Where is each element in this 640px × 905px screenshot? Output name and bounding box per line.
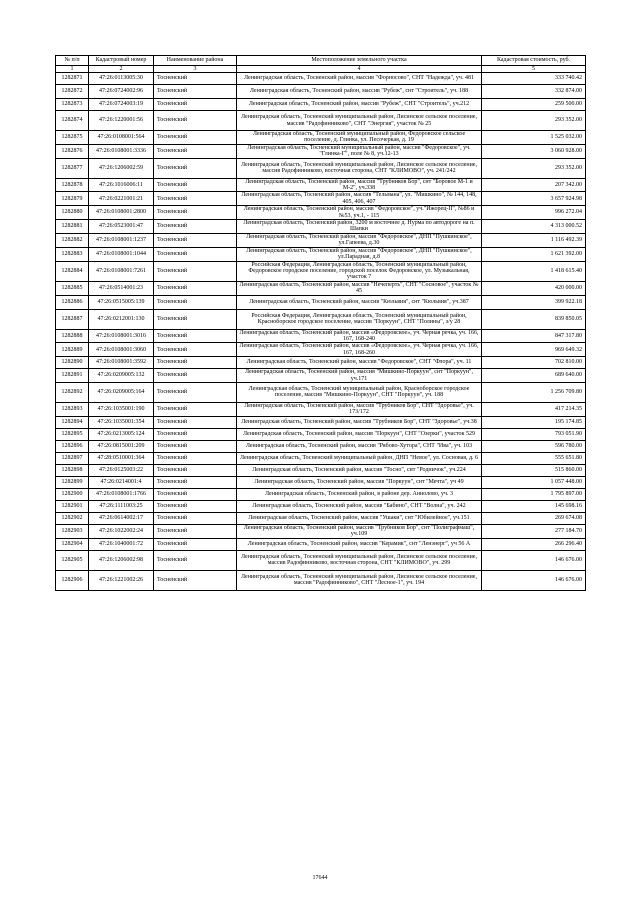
cadastral-number: 47:26:0209005:164: [89, 382, 154, 402]
table-row: [56, 131, 586, 145]
cadastral-number: 47:26:1111003:25: [89, 500, 154, 512]
table-row: [56, 428, 586, 440]
plot-location: Ленинградская область, Тосненский район, массив "Рубеж", СНТ "Строитель", уч.212: [237, 99, 482, 111]
column-number: 5: [482, 66, 586, 73]
cadastral-number: 47:26:0108001:2800: [89, 206, 154, 220]
row-index: 1282893: [56, 402, 89, 416]
column-number: 2: [89, 66, 154, 73]
table-row: [56, 550, 586, 570]
plot-location: Ленинградская область, Тосненский муниципальный район, Федоровское сельское поселение, д. Глинка, ул. Песочеркая, д. 19: [237, 131, 482, 145]
table-row: [56, 538, 586, 550]
row-index: 1282902: [56, 512, 89, 524]
district-name: Тосненский: [154, 131, 237, 145]
header-district: Наименование района: [154, 56, 237, 66]
cadastral-number: 47:26:0213005:124: [89, 428, 154, 440]
cadastral-value: 293 352.00: [482, 158, 586, 178]
district-name: Тосненский: [154, 309, 237, 329]
cadastral-value: 1 057 448.00: [482, 476, 586, 488]
district-name: Тосненский: [154, 464, 237, 476]
district-name: Тосненский: [154, 295, 237, 309]
cadastral-number: 47:26:0113005:30: [89, 73, 154, 85]
district-name: Тосненский: [154, 261, 237, 281]
plot-location: Ленинградская область, Тосненский район, массив "Мишкино-Поркуун", снт "Поркуун", уч.171: [237, 369, 482, 383]
cadastral-value: 1 525 032.00: [482, 131, 586, 145]
column-number: 3: [154, 66, 237, 73]
district-name: Тосненский: [154, 512, 237, 524]
plot-location: Ленинградская область, Тосненский район, массив "Федоровское", ДНП "Пушкинское", ул.Парадная, д.8: [237, 247, 482, 261]
cadastral-value: 847 317.80: [482, 329, 586, 343]
plot-location: Ленинградская область, Тосненский район, массив «Федоровское», уч. Черная речка, уч. 166, 167, 168-260: [237, 343, 482, 357]
plot-location: Ленинградская область, Тосненский район, массив "Трубников Бор", снт "Боровое М-1 и М-2", уч.338: [237, 178, 482, 192]
plot-location: Ленинградская область, Тосненский район, массив "Поркуун", снт "Мечта", уч 49: [237, 476, 482, 488]
district-name: Тосненский: [154, 538, 237, 550]
cadastral-number: 47:26:0614002:17: [89, 512, 154, 524]
cadastral-value: 146 676.00: [482, 550, 586, 570]
table-row: [56, 524, 586, 538]
plot-location: Ленинградская область, Тосненский район, массив "Федоровское", СНТ "Флора", уч. 11: [237, 357, 482, 369]
cadastral-value: 145 698.16: [482, 500, 586, 512]
cadastral-value: 277 184.70: [482, 524, 586, 538]
district-name: Тосненский: [154, 369, 237, 383]
cadastral-number: 47:26:0108001:3592: [89, 357, 154, 369]
cadastral-value: 515 860.00: [482, 464, 586, 476]
district-name: Тосненский: [154, 247, 237, 261]
district-name: Тосненский: [154, 382, 237, 402]
cadastral-value: 596 780.00: [482, 440, 586, 452]
plot-location: Ленинградская область, Тосненский муниципальный район, Лисинское сельское поселение, массив Радофинниково, восточная сторона, СНТ "КЛИМОВО", уч. 299: [237, 550, 482, 570]
plot-location: Ленинградская область, Тосненский район, массив "Рябово-Хутора", СНТ "Ива", уч. 103: [237, 440, 482, 452]
row-index: 1282900: [56, 488, 89, 500]
table-row: [56, 500, 586, 512]
district-name: Тосненский: [154, 206, 237, 220]
plot-location: Ленинградская область, Тосненский район, массив "Трубников Бор", снт "Полиграфмаш", уч.109: [237, 524, 482, 538]
table-row: [56, 206, 586, 220]
district-name: Тосненский: [154, 85, 237, 99]
table-row: [56, 369, 586, 383]
table-row: [56, 192, 586, 206]
column-number-row: [56, 66, 586, 73]
row-index: 1282871: [56, 73, 89, 85]
plot-location: Ленинградская область, Тосненский муниципальный район, Лисинское сельское поселение, массив Радофинниково, восточная сторона, СНТ "КЛИМОВО", уч. 241/242: [237, 158, 482, 178]
cadastral-number: 47:26:0212001:130: [89, 309, 154, 329]
cadastral-number: 47:26:1206002:59: [89, 158, 154, 178]
row-index: 1282896: [56, 440, 89, 452]
row-index: 1282875: [56, 131, 89, 145]
table-row: [56, 329, 586, 343]
column-number: 1: [56, 66, 89, 73]
table-row: [56, 111, 586, 131]
plot-location: Ленинградская область, Тосненский район, массив "Нечеперть", СНТ "Сосновое", участок № 45: [237, 281, 482, 295]
plot-location: Ленинградская область, Тосненский муниципальный район, Красноборское городское поселение, массив "Мишкино-Поркуун", СНТ "Поркуун", уч. 188: [237, 382, 482, 402]
plot-location: Российская Федерация, Ленинградская область, Тосненский муниципальный район, Федоровское городское поселение, городской поселок Федоровское, ул. Музыкальная, участок 7: [237, 261, 482, 281]
cadastral-number: 47:26:0209005:132: [89, 369, 154, 383]
cadastral-value: 689 640.00: [482, 369, 586, 383]
cadastral-value: 3 657 924.98: [482, 192, 586, 206]
header-cadastral-value: Кадастровая стоимость, руб.: [482, 56, 586, 66]
row-index: 1282884: [56, 261, 89, 281]
cadastral-number: 47:26:0724003:19: [89, 99, 154, 111]
district-name: Тосненский: [154, 343, 237, 357]
row-index: 1282904: [56, 538, 89, 550]
district-name: Тосненский: [154, 357, 237, 369]
district-name: Тосненский: [154, 111, 237, 131]
cadastral-value: 266 296.40: [482, 538, 586, 550]
district-name: Тосненский: [154, 178, 237, 192]
cadastral-number: 47:26:0815001:209: [89, 440, 154, 452]
district-name: Тосненский: [154, 570, 237, 590]
table-row: [56, 73, 586, 85]
page-number: 17644: [312, 875, 328, 881]
table-row: [56, 85, 586, 99]
cadastral-number: 47:26:1221002:26: [89, 570, 154, 590]
cadastral-value: 702 810.00: [482, 357, 586, 369]
table-row: [56, 233, 586, 247]
row-index: 1282889: [56, 343, 89, 357]
header-index: № п/п: [56, 56, 89, 66]
row-index: 1282880: [56, 206, 89, 220]
cadastral-number: 47:26:0108001:3060: [89, 343, 154, 357]
cadastral-value: 420 000.00: [482, 281, 586, 295]
plot-location: Ленинградская область, Тосненский район, массив "Тельмана", ул. "Мишкино", № 144, 148, 405, 406, 407: [237, 192, 482, 206]
table-row: [56, 144, 586, 158]
cadastral-number: 47:28:0510001:364: [89, 452, 154, 464]
plot-location: Ленинградская область, Тосненский район, массив "Рубеж", снт "Строитель", уч. 188: [237, 85, 482, 99]
table-row: [56, 488, 586, 500]
district-name: Тосненский: [154, 99, 237, 111]
row-index: 1282890: [56, 357, 89, 369]
cadastral-number: 47:26:1035001:190: [89, 402, 154, 416]
table-row: [56, 440, 586, 452]
cadastral-number: 47:26:1220001:56: [89, 111, 154, 131]
row-index: 1282883: [56, 247, 89, 261]
header-cadastral-number: Кадастровый номер: [89, 56, 154, 66]
cadastral-value: 1 621 392.00: [482, 247, 586, 261]
row-index: 1282895: [56, 428, 89, 440]
cadastral-value: 146 676.00: [482, 570, 586, 590]
cadastral-value: 839 850.05: [482, 309, 586, 329]
plot-location: Ленинградская область, Тосненский район, массив "Поркуун", СНТ "Озерки", участок 529: [237, 428, 482, 440]
district-name: Тосненский: [154, 488, 237, 500]
row-index: 1282887: [56, 309, 89, 329]
district-name: Тосненский: [154, 524, 237, 538]
row-index: 1282891: [56, 369, 89, 383]
plot-location: Ленинградская область, Тосненский муниципальный район, Лисинское сельское поселение, массив "Радофинниково", СНТ "Энергия", участок № 25: [237, 111, 482, 131]
table-row: [56, 309, 586, 329]
district-name: Тосненский: [154, 402, 237, 416]
district-name: Тосненский: [154, 476, 237, 488]
table-row: [56, 99, 586, 111]
row-index: 1282872: [56, 85, 89, 99]
district-name: Тосненский: [154, 220, 237, 234]
district-name: Тосненский: [154, 329, 237, 343]
table-row: [56, 452, 586, 464]
district-name: Тосненский: [154, 233, 237, 247]
cadastral-value: 969 649.32: [482, 343, 586, 357]
row-index: 1282905: [56, 550, 89, 570]
cadastral-value: 555 651.80: [482, 452, 586, 464]
table-row: [56, 464, 586, 476]
cadastral-number: 47:26:0108001:1237: [89, 233, 154, 247]
cadastral-value: 1 418 615.40: [482, 261, 586, 281]
table-row: [56, 281, 586, 295]
row-index: 1282881: [56, 220, 89, 234]
district-name: Тосненский: [154, 73, 237, 85]
header-location: Местоположение земельного участка: [237, 56, 482, 66]
row-index: 1282899: [56, 476, 89, 488]
district-name: Тосненский: [154, 144, 237, 158]
plot-location: Ленинградская область, Тосненский район, 3200 м восточнее д. Нурма по автодороге на п. Шапки: [237, 220, 482, 234]
table-body: [56, 73, 586, 591]
table-row: [56, 261, 586, 281]
cadastral-value: 332 874.00: [482, 85, 586, 99]
plot-location: Ленинградская область, Тосненский район, в районе дер. Аннолово, уч. 3: [237, 488, 482, 500]
plot-location: Ленинградская область, Тосненский муниципальный район, Лисинское сельское поселение, массив "Радофинниково", СНТ "Лесное-1", уч. 194: [237, 570, 482, 590]
table-row: [56, 220, 586, 234]
cadastral-value: 1 116 492.39: [482, 233, 586, 247]
row-index: 1282886: [56, 295, 89, 309]
cadastral-value: 333 740.42: [482, 73, 586, 85]
cadastral-value: 399 922.18: [482, 295, 586, 309]
cadastral-number: 47:26:0125003:22: [89, 464, 154, 476]
district-name: Тосненский: [154, 428, 237, 440]
district-name: Тосненский: [154, 416, 237, 428]
plot-location: Ленинградская область, Тосненский район, массив «Федоровское», уч. Черная речка, уч. 166, 167, 168-240: [237, 329, 482, 343]
cadastral-value: 195 174.85: [482, 416, 586, 428]
cadastral-value: 293 352.00: [482, 111, 586, 131]
row-index: 1282906: [56, 570, 89, 590]
table-row: [56, 247, 586, 261]
district-name: Тосненский: [154, 158, 237, 178]
cadastral-number: 47:26:0108001:7261: [89, 261, 154, 281]
column-number: 4: [237, 66, 482, 73]
cadastral-value: 4 313 000.52: [482, 220, 586, 234]
cadastral-value: 3 060 928.00: [482, 144, 586, 158]
cadastral-number: 47:26:0108001:3016: [89, 329, 154, 343]
cadastral-number: 47:26:0515005:139: [89, 295, 154, 309]
row-index: 1282873: [56, 99, 89, 111]
cadastral-table-container: [55, 55, 585, 591]
plot-location: Ленинградская область, Тосненский район, массив "Керамик", снт "Ленэнерг", уч 56 А: [237, 538, 482, 550]
table-row: [56, 343, 586, 357]
row-index: 1282885: [56, 281, 89, 295]
row-index: 1282879: [56, 192, 89, 206]
row-index: 1282898: [56, 464, 89, 476]
row-index: 1282894: [56, 416, 89, 428]
table-row: [56, 416, 586, 428]
district-name: Тосненский: [154, 452, 237, 464]
cadastral-number: 47:26:0523001:47: [89, 220, 154, 234]
plot-location: Ленинградская область, Тосненский район, массив "Федоровское", уч."Ижорец-II", №86 и №53, уч.1, - 115: [237, 206, 482, 220]
table-row: [56, 357, 586, 369]
district-name: Тосненский: [154, 440, 237, 452]
plot-location: Ленинградская область, Тосненский район, массив "Трубников Бор", СНТ "Здоровье", уч.38: [237, 416, 482, 428]
district-name: Тосненский: [154, 281, 237, 295]
row-index: 1282878: [56, 178, 89, 192]
table-header-row: [56, 56, 586, 66]
plot-location: Ленинградская область, Тосненский район, массив "Форносово", СНТ "Надежда", уч. 481: [237, 73, 482, 85]
district-name: Тосненский: [154, 550, 237, 570]
cadastral-value: 207 342.00: [482, 178, 586, 192]
row-index: 1282903: [56, 524, 89, 538]
cadastral-number: 47:26:0108001:1044: [89, 247, 154, 261]
plot-location: Российская Федерация, Ленинградская область, Тосненский муниципальный район, Красноборское городское поселение, массив "Поркуун", СНТ "Полины", з/у 28: [237, 309, 482, 329]
cadastral-number: 47:26:0108001:1766: [89, 488, 154, 500]
row-index: 1282877: [56, 158, 89, 178]
cadastral-number: 47:26:0724002:96: [89, 85, 154, 99]
cadastral-value: 793 051.90: [482, 428, 586, 440]
cadastral-number: 47:26:0214001:4: [89, 476, 154, 488]
row-index: 1282897: [56, 452, 89, 464]
cadastral-value: 1 795 897.00: [482, 488, 586, 500]
plot-location: Ленинградская область, Тосненский муниципальный район, ДНП "Невое", ул. Сосновая, д. 6: [237, 452, 482, 464]
plot-location: Ленинградская область, Тосненский район, массив "Тосно", снт "Родничок", уч.224: [237, 464, 482, 476]
cadastral-value: 259 500.00: [482, 99, 586, 111]
table-row: [56, 512, 586, 524]
cadastral-value: 269 674.08: [482, 512, 586, 524]
row-index: 1282901: [56, 500, 89, 512]
row-index: 1282876: [56, 144, 89, 158]
cadastral-value-table: [55, 55, 586, 591]
cadastral-number: 47:26:1016006:11: [89, 178, 154, 192]
plot-location: Ленинградская область, Тосненский район, массив "Ушаки", снт "Юбилейное", уч.151: [237, 512, 482, 524]
plot-location: Ленинградская область, Тосненский муниципальный район, массив "Федоровское", уч. "Глинка-Г", поле № 8, уч.12-13: [237, 144, 482, 158]
plot-location: Ленинградская область, Тосненский район, массив "Бабино", СНТ "Волна", уч. 242: [237, 500, 482, 512]
table-row: [56, 570, 586, 590]
table-row: [56, 158, 586, 178]
plot-location: Ленинградская область, Тосненский район, массив "Федоровское", ДНП "Пушкинское", ул.Гапеева, д.30: [237, 233, 482, 247]
cadastral-number: 47:26:0221001:21: [89, 192, 154, 206]
plot-location: Ленинградская область, Тосненский район, массив "Трубников Бор", СНТ "Здоровье", уч. 173/172: [237, 402, 482, 416]
row-index: 1282882: [56, 233, 89, 247]
row-index: 1282892: [56, 382, 89, 402]
table-row: [56, 476, 586, 488]
table-row: [56, 402, 586, 416]
cadastral-number: 47:26:0108001:3336: [89, 144, 154, 158]
district-name: Тосненский: [154, 500, 237, 512]
cadastral-value: 1 256 709.80: [482, 382, 586, 402]
cadastral-value: 996 272.04: [482, 206, 586, 220]
cadastral-number: 47:26:1206002:98: [89, 550, 154, 570]
cadastral-number: 47:26:1040001:72: [89, 538, 154, 550]
cadastral-number: 47:26:0514001:23: [89, 281, 154, 295]
district-name: Тосненский: [154, 192, 237, 206]
table-row: [56, 178, 586, 192]
cadastral-number: 47:26:0108001:564: [89, 131, 154, 145]
table-row: [56, 295, 586, 309]
cadastral-number: 47:26:1022002:24: [89, 524, 154, 538]
table-row: [56, 382, 586, 402]
row-index: 1282888: [56, 329, 89, 343]
cadastral-number: 47:26:1035001:354: [89, 416, 154, 428]
row-index: 1282874: [56, 111, 89, 131]
cadastral-value: 417 214.35: [482, 402, 586, 416]
plot-location: Ленинградская область, Тосненский район, массив "Кюльвия", снт "Кюльвия", уч.387: [237, 295, 482, 309]
